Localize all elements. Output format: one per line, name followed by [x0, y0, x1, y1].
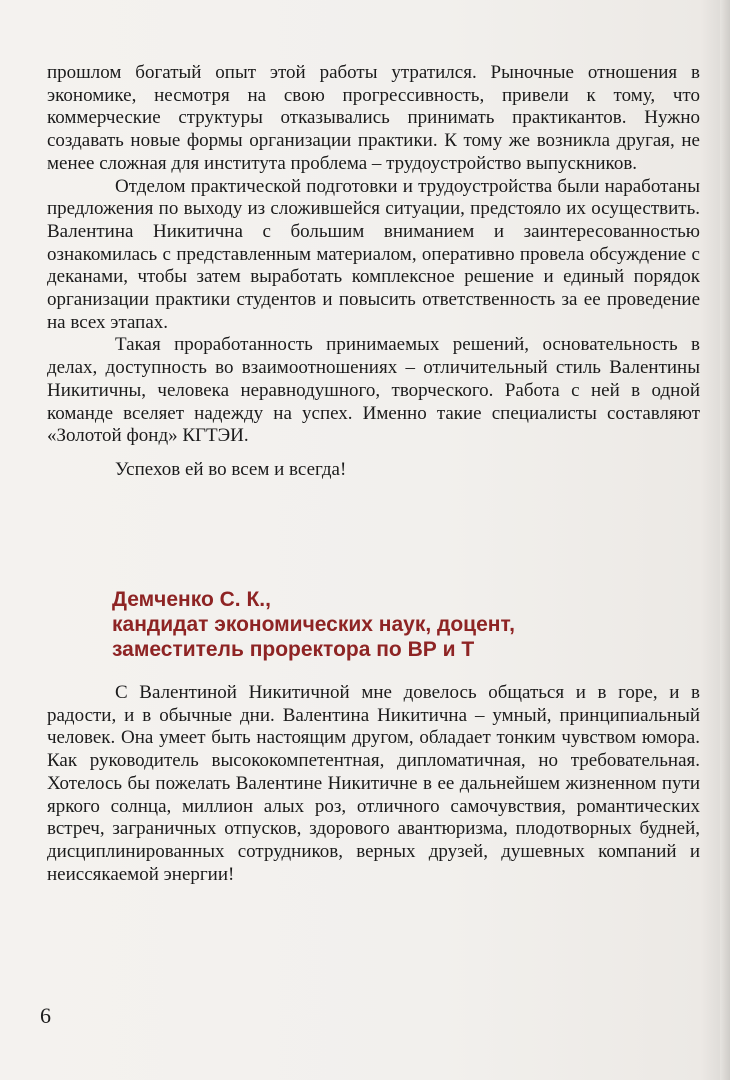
top-text-block: [47, 62, 700, 482]
page-number: 6: [40, 1003, 51, 1028]
bottom-text-block: [47, 682, 700, 886]
paragraph-wishes: Успехов ей во всем и всегда!: [115, 458, 347, 480]
paragraph-style: Такая проработанность принимаемых решений, основательность в делах, доступность во взаимоотношениях – отличительный стиль Валентины Никитичны, человека неравнодушного, творческого. Работа с ней в одной команде вселяет надежду на успех. Именно такие специалисты составляют «Золотой фонд» КГТЭИ.: [47, 334, 700, 447]
author-degree: кандидат экономических наук, доцент,: [112, 613, 515, 636]
paragraph-continuation: прошлом богатый опыт этой работы утратился. Рыночные отношения в экономике, несмотря на свою прогрессивность, привели к тому, что коммерческие структуры отказывались принимать практикантов. Нужно создавать новые формы организации практики. К тому же возникла другая, не менее сложная для института проблема – трудоустройство выпускников.: [47, 62, 700, 174]
paragraph-testimonial: С Валентиной Никитичной мне довелось общаться и в горе, и в радости, и в обычные дни. Валентина Никитична – умный, принципиальный человек. Она умеет быть настоящим другом, обладает тонким чувством юмора. Как руководитель высококомпетентная, дипломатичная, но требовательная. Хотелось бы пожелать Валентине Никитичне в ее дальнейшем жизненном пути яркого солнца, миллион алых роз, отличного самочувствия, романтических встреч, заграничных отпусков, здорового авантюризма, плодотворных будней, дисциплинированных сотрудников, верных друзей, душевных компаний и неиссякаемой энергии!: [47, 682, 700, 885]
author-position: заместитель проректора по ВР и Т: [112, 638, 475, 661]
paragraph-department: Отделом практической подготовки и трудоустройства были наработаны предложения по выходу из сложившейся ситуации, предстояло их осуществить. Валентина Никитична с большим вниманием и заинтересованностью ознакомилась с представленным материалом, оперативно провела обсуждение с деканами, чтобы затем выработать комплексное решение и единый порядок организации практики студентов и повысить ответственность за ее проведение на всех этапах.: [47, 175, 700, 333]
author-name: Демченко С. К.,: [112, 588, 271, 611]
author-heading: [112, 587, 515, 662]
page-edge-shadow: [720, 0, 730, 1080]
